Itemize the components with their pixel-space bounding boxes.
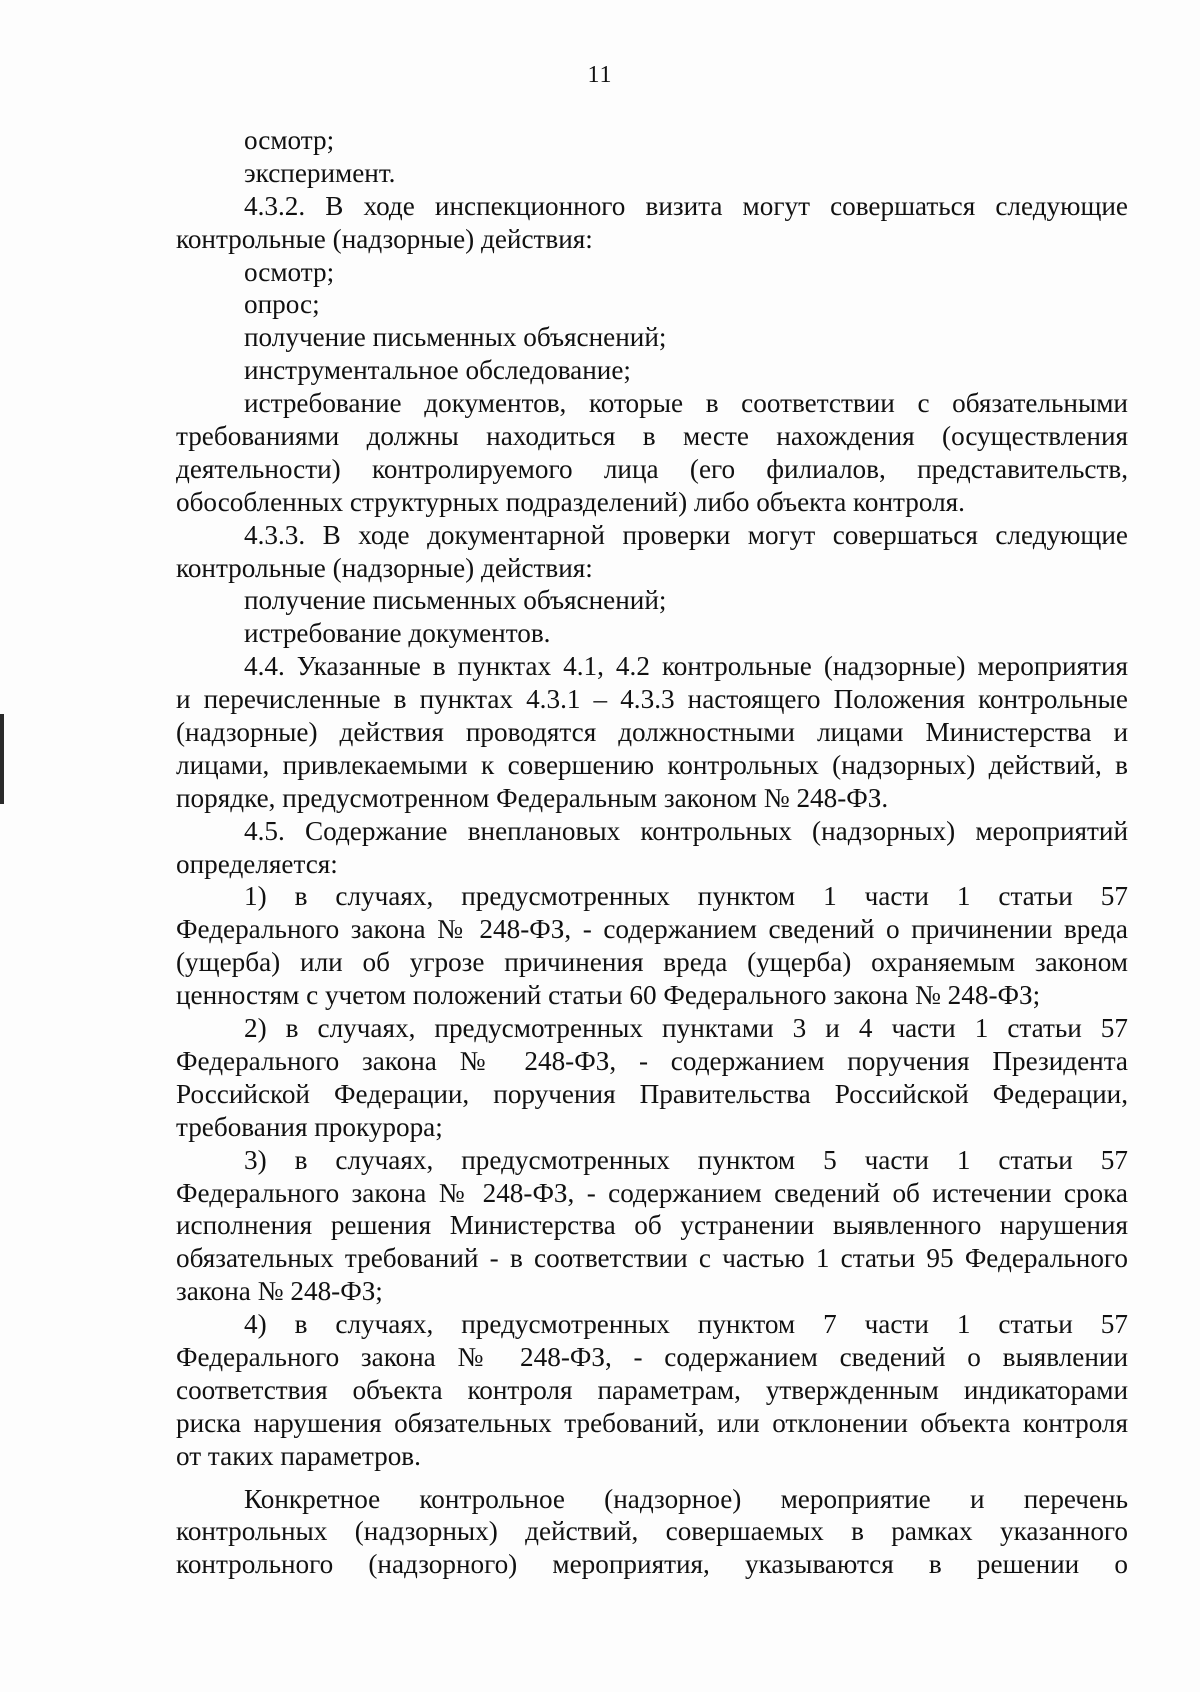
text-line: истребование документов. (244, 618, 551, 649)
text-line: деятельности) контролируемого лица (его филиалов, представительств, (176, 453, 1128, 484)
text-line: и перечисленные в пунктах 4.3.1 – 4.3.3 настоящего Положения контрольные (176, 684, 1128, 715)
text-line: контрольные (надзорные) действия: (176, 552, 593, 583)
text-line: лицами, привлекаемыми к совершению контрольных (надзорных) действий, в (176, 749, 1128, 780)
text-line: 2) в случаях, предусмотренных пунктами 3 и 4 части 1 статьи 57 (244, 1013, 1128, 1044)
text-line: Федерального закона № 248-ФЗ, - содержанием сведений о выявлении (176, 1341, 1128, 1372)
text-line: 4.5. Содержание внеплановых контрольных (надзорных) мероприятий (244, 815, 1128, 846)
text-line: 4) в случаях, предусмотренных пунктом 7 части 1 статьи 57 (244, 1309, 1128, 1340)
text-line: эксперимент. (244, 157, 396, 188)
document-body (176, 124, 1128, 1581)
text-line: риска нарушения обязательных требований, или отклонении объекта контроля (176, 1407, 1128, 1438)
scan-edge-mark (0, 714, 4, 804)
text-line: инструментальное обследование; (244, 355, 631, 386)
text-line: (ущерба) или об угрозе причинения вреда (ущерба) охраняемым законом (176, 947, 1128, 978)
text-line: соответствия объекта контроля параметрам, утвержденным индикаторами (176, 1374, 1128, 1405)
text-line: от таких параметров. (176, 1440, 421, 1471)
text-line: Федерального закона № 248-ФЗ, - содержанием поручения Президента (176, 1045, 1128, 1076)
text-line: Федерального закона № 248-ФЗ, - содержанием сведений об истечении срока (176, 1177, 1128, 1208)
text-line: истребование документов, которые в соответствии с обязательными (244, 388, 1128, 419)
text-line: требованиями должны находиться в месте нахождения (осуществления (176, 421, 1128, 452)
text-line: (надзорные) действия проводятся должностными лицами Министерства и (176, 717, 1128, 748)
text-line: 3) в случаях, предусмотренных пунктом 5 части 1 статьи 57 (244, 1144, 1128, 1175)
text-line: обязательных требований - в соответствии с частью 1 статьи 95 Федерального (176, 1243, 1128, 1274)
text-line: осмотр; (244, 256, 335, 287)
text-line: 4.4. Указанные в пунктах 4.1, 4.2 контрольные (надзорные) мероприятия (244, 651, 1128, 682)
text-line: обособленных структурных подразделений) либо объекта контроля. (176, 486, 965, 517)
text-line: 1) в случаях, предусмотренных пунктом 1 части 1 статьи 57 (244, 881, 1128, 912)
page-number: 11 (587, 62, 613, 88)
text-line: определяется: (176, 848, 338, 879)
text-line: 4.3.2. В ходе инспекционного визита могут совершаться следующие (244, 190, 1128, 221)
text-line: осмотр; (244, 125, 335, 155)
text-line: порядке, предусмотренном Федеральным законом № 248-ФЗ. (176, 782, 889, 813)
text-line: Конкретное контрольное (надзорное) мероприятие и перечень (244, 1483, 1128, 1514)
text-line: исполнения решения Министерства об устранении выявленного нарушения (176, 1210, 1128, 1241)
text-line: требования прокурора; (176, 1111, 443, 1142)
text-line: Федерального закона № 248-ФЗ, - содержанием сведений о причинении вреда (176, 914, 1128, 945)
paragraph-gap (176, 1473, 1128, 1483)
text-line: закона № 248-ФЗ; (176, 1276, 383, 1307)
text-line: опрос; (244, 289, 320, 320)
text-line: получение письменных объяснений; (244, 322, 667, 353)
text-line: контрольные (надзорные) действия: (176, 223, 593, 254)
text-line: ценностям с учетом положений статьи 60 Федерального закона № 248-ФЗ; (176, 980, 1041, 1011)
text-line: контрольных (надзорных) действий, совершаемых в рамках указанного (176, 1516, 1128, 1547)
text-line: Российской Федерации, поручения Правительства Российской Федерации, (176, 1078, 1128, 1109)
text-line: 4.3.3. В ходе документарной проверки могут совершаться следующие (244, 519, 1128, 550)
text-line: получение письменных объяснений; (244, 585, 667, 616)
text-line: контрольного (надзорного) мероприятия, указываются в решении о (176, 1549, 1128, 1580)
